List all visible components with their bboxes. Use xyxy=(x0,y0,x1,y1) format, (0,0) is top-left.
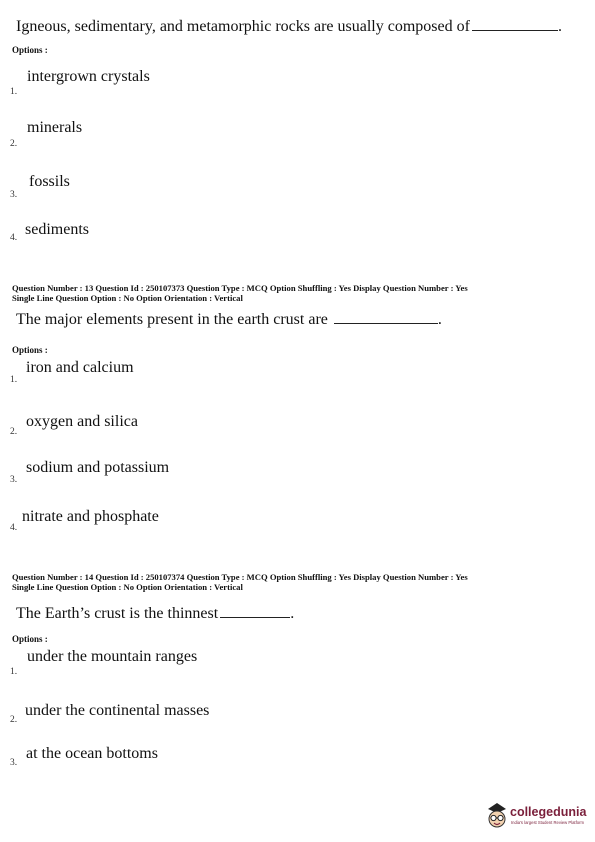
question-14-text xyxy=(16,603,294,623)
meta-line: Question Number : 14 Question Id : 250107374 Question Type : MCQ Option Shuffling : Yes Display Question Number : Yes xyxy=(12,572,468,582)
question-text: The major elements present in the earth crust are xyxy=(16,311,328,328)
question-13-meta xyxy=(12,283,468,303)
option-number: 4. xyxy=(10,233,18,243)
question-text: Igneous, sedimentary, and metamorphic rocks are usually composed of xyxy=(16,18,470,35)
meta-line: Single Line Question Option : No Option Orientation : Vertical xyxy=(12,582,243,592)
question-13-text xyxy=(16,309,442,329)
answer-blank xyxy=(472,16,558,31)
option-number: 2. xyxy=(10,427,18,437)
option-number: 1. xyxy=(10,375,18,385)
option-text: under the mountain ranges xyxy=(27,648,198,665)
question-text: The Earth’s crust is the thinnest xyxy=(16,605,219,622)
question-14-meta xyxy=(12,572,468,592)
answer-blank xyxy=(220,603,290,618)
collegedunia-logo xyxy=(484,800,594,834)
option-text: iron and calcium xyxy=(26,359,134,376)
option-text: sediments xyxy=(25,221,89,238)
meta-line: Question Number : 13 Question Id : 250107373 Question Type : MCQ Option Shuffling : Yes Display Question Number : Yes xyxy=(12,283,468,293)
question-end: . xyxy=(437,311,442,328)
option-number: 1. xyxy=(10,87,18,97)
option-number: 4. xyxy=(10,523,18,533)
option-text: intergrown crystals xyxy=(27,68,150,85)
option-text: sodium and potassium xyxy=(26,459,170,476)
option-number: 1. xyxy=(10,667,18,677)
option-text: minerals xyxy=(27,119,83,136)
options-label: Options : xyxy=(12,45,48,55)
option-number: 3. xyxy=(10,758,18,768)
options-label: Options : xyxy=(12,345,48,355)
logo-tagline: India's largest Student Review Platform xyxy=(511,820,584,825)
option-text: fossils xyxy=(29,173,70,190)
option-number: 3. xyxy=(10,475,18,485)
question-end: . xyxy=(557,18,562,35)
answer-blank xyxy=(334,309,438,324)
option-text: under the continental masses xyxy=(25,702,210,719)
option-number: 2. xyxy=(10,139,18,149)
option-text: nitrate and phosphate xyxy=(22,508,159,525)
option-text: oxygen and silica xyxy=(26,413,138,430)
option-text: at the ocean bottoms xyxy=(26,745,158,762)
question-12-text xyxy=(16,16,562,36)
question-end: . xyxy=(290,605,295,622)
mascot-icon xyxy=(484,800,510,830)
options-label: Options : xyxy=(12,634,48,644)
option-number: 2. xyxy=(10,715,18,725)
logo-name: collegedunia xyxy=(510,805,587,819)
option-number: 3. xyxy=(10,190,18,200)
meta-line: Single Line Question Option : No Option Orientation : Vertical xyxy=(12,293,243,303)
